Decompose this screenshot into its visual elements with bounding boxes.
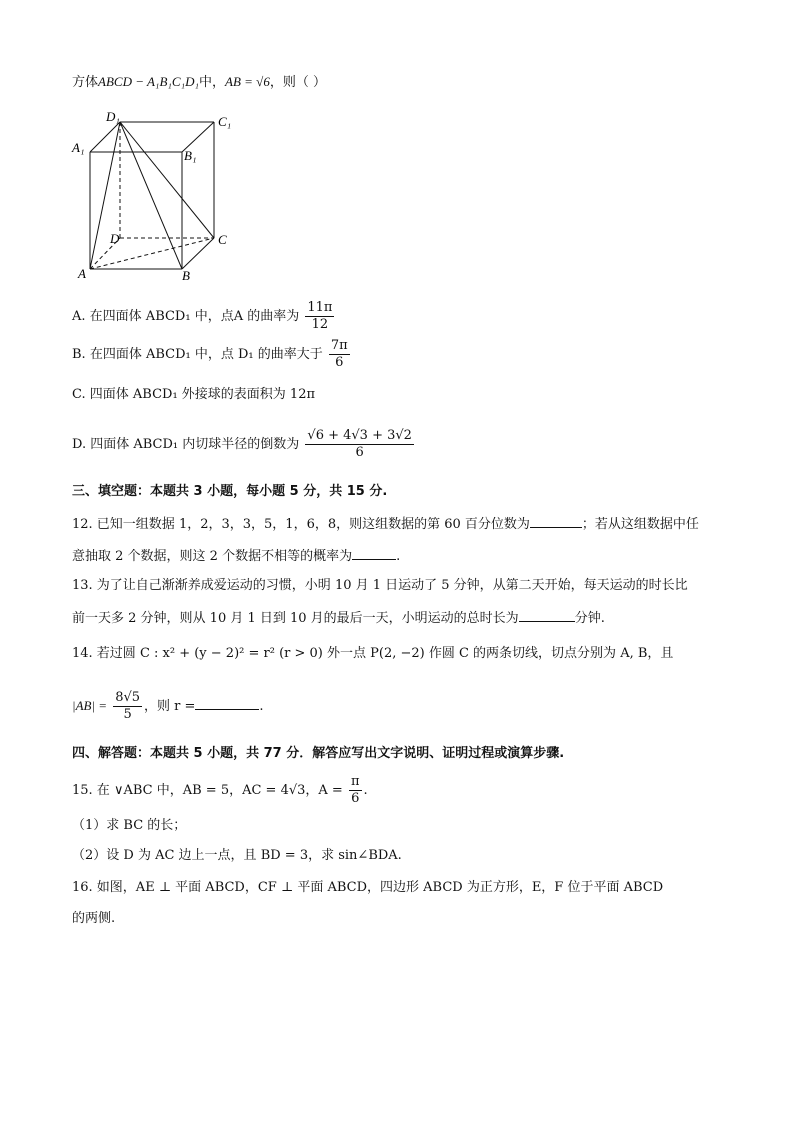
option-text: 在四面体 ABCD₁ 中，点A 的曲率为 [89, 309, 300, 324]
intro-prefix: 方体 [72, 75, 99, 90]
fraction-denominator: 12 [311, 317, 329, 332]
q12-text2-end: . [396, 549, 401, 564]
q13-text2-end: 分钟. [574, 611, 605, 626]
fraction-denominator: 5 [123, 707, 132, 722]
q15-stem [72, 772, 368, 810]
fraction-denominator: 6 [355, 445, 364, 460]
label-d1: D₁ [106, 109, 120, 124]
q16-line2: 的两侧. [72, 911, 116, 926]
q12-blank1[interactable] [530, 513, 582, 528]
q12-text1: 12. 已知一组数据 1，2，3，3，5，1，6，8，则这组数据的第 60 百分位数为 [72, 517, 530, 532]
q15-text: 15. 在 ∨ABC 中，AB = 5，AC = 4√3，A = [72, 783, 343, 798]
edge-ac [90, 238, 214, 269]
intro-condition: AB = √6 [225, 74, 270, 89]
option-d [72, 425, 416, 465]
intro-solid: ABCD − A₁B₁C₁D₁ [98, 74, 200, 89]
option-letter: B. [72, 347, 86, 362]
option-letter: D. [72, 437, 87, 452]
option-letter: C. [72, 387, 86, 402]
fraction-numerator: 11π [307, 300, 333, 315]
label-c: C [218, 232, 227, 247]
q15-part1: （1）求 BC 的长； [72, 818, 187, 833]
option-text: 在四面体 ABCD₁ 中，点 D₁ 的曲率大于 [89, 347, 323, 362]
option-text: 四面体 ABCD₁ 内切球半径的倒数为 [90, 437, 300, 452]
label-b: B [182, 268, 190, 283]
q12-blank2[interactable] [352, 545, 396, 560]
q13-text2: 前一天多 2 分钟，则从 10 月 1 日到 10 月的最后一天，小明运动的总时长为 [72, 611, 519, 626]
edge-bc [182, 238, 214, 269]
section-3-title: 三、填空题：本题共 3 小题，每小题 5 分，共 15 分. [72, 484, 388, 499]
edge-d1c [120, 122, 214, 238]
fraction-numerator: 7π [330, 338, 348, 353]
q14-lhs: |AB| = [72, 698, 108, 713]
fraction-denominator: 6 [335, 355, 344, 370]
q13-blank[interactable] [519, 607, 575, 622]
label-b1: B₁ [184, 148, 197, 163]
q14-end: . [259, 699, 264, 714]
section-4-title: 四、解答题：本题共 5 小题，共 77 分．解答应写出文字说明、证明过程或演算步骤. [72, 746, 565, 761]
q14-line1: 14. 若过圆 C : x² + (y − 2)² = r² (r > 0) 外一点 P(2, −2) 作圆 C 的两条切线，切点分别为 A, B，且 [72, 646, 674, 661]
option-fraction [305, 428, 414, 461]
option-b [72, 338, 352, 372]
q15-part2: （2）设 D 为 AC 边上一点，且 BD = 3，求 sin∠BDA. [72, 848, 402, 863]
option-text: 四面体 ABCD₁ 外接球的表面积为 12π [89, 387, 316, 402]
q14-mid: ，则 r = [144, 699, 196, 714]
q13-line1: 13. 为了让自己渐渐养成爱运动的习惯，小明 10 月 1 日运动了 5 分钟，从第二天开始，每天运动的时长比 [72, 578, 688, 593]
cube-figure [70, 108, 240, 284]
option-letter: A. [72, 309, 86, 324]
q12-text1-end: ；若从这组数据中任 [581, 517, 699, 532]
option-a [72, 300, 336, 334]
q14-blank[interactable] [195, 695, 259, 710]
fraction-numerator: 8√5 [115, 690, 141, 705]
q14-line2 [72, 686, 264, 726]
label-d: D [110, 231, 120, 246]
q16-line1: 16. 如图，AE ⊥ 平面 ABCD，CF ⊥ 平面 ABCD，四边形 ABCD 为正方形，E，F 位于平面 ABCD [72, 880, 664, 895]
q14-fraction [113, 690, 142, 723]
option-fraction [329, 338, 350, 371]
edge-d1b [120, 122, 182, 269]
fraction-denominator: 6 [351, 791, 360, 806]
fraction-numerator: √6 + 4√3 + 3√2 [307, 428, 412, 443]
q12-line1 [72, 513, 699, 535]
label-c1: C₁ [218, 114, 232, 129]
q15-fraction [349, 774, 362, 807]
intro-line [72, 72, 326, 93]
fraction-numerator: π [350, 774, 360, 789]
q12-line2 [72, 545, 400, 567]
edge-a1d1 [90, 122, 120, 152]
label-a1: A₁ [72, 140, 85, 155]
option-fraction [305, 300, 334, 333]
q15-end: . [363, 783, 368, 798]
intro-suffix: ，则（ ） [269, 75, 326, 90]
intro-mid: 中， [199, 75, 226, 90]
q12-text2: 意抽取 2 个数据，则这 2 个数据不相等的概率为 [72, 549, 353, 564]
label-a: A [78, 266, 86, 281]
edge-d1a [90, 122, 120, 269]
option-c [72, 385, 315, 405]
q13-line2 [72, 607, 605, 629]
